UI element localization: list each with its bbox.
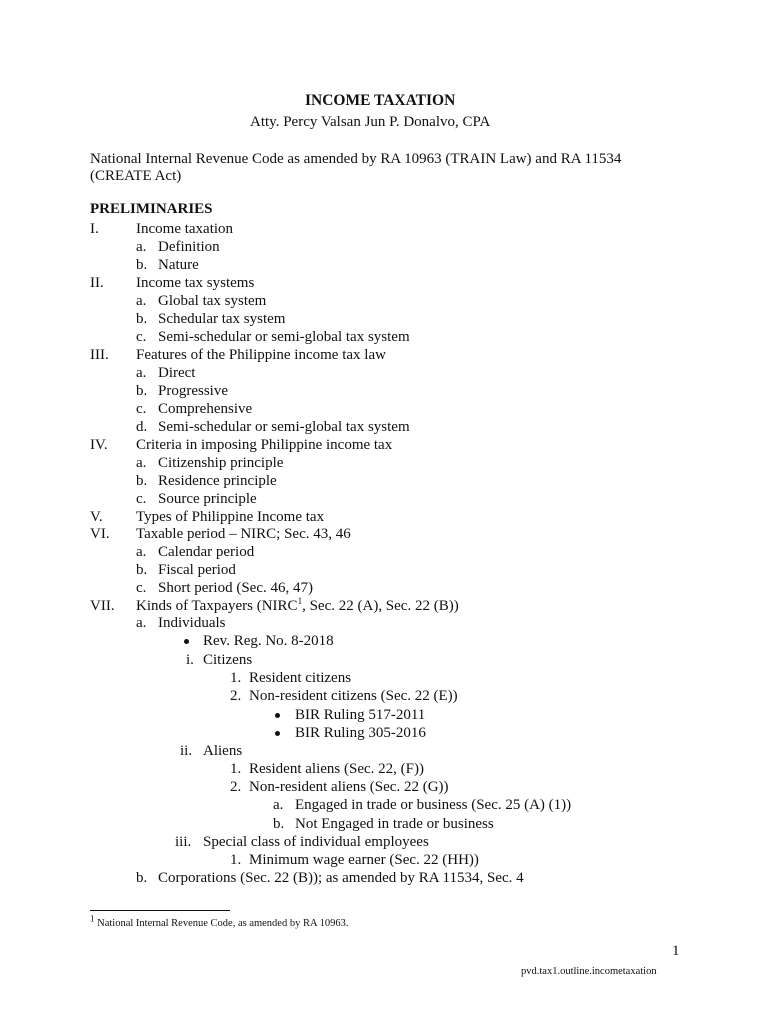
outline-number: b. [136,870,148,886]
bullet-item: BIR Ruling 517-2011 [295,707,426,723]
outline-item: Non-resident aliens (Sec. 22 (G)) [249,779,449,795]
outline-number: c. [136,491,147,507]
outline-number: b. [273,816,285,832]
outline-number: III. [90,347,109,363]
outline-number: 2. [230,688,242,704]
footnote-reference[interactable]: 1 [297,596,303,606]
outline-item: Types of Philippine Income tax [136,509,325,525]
bullet-icon [184,639,189,644]
outline-item: Global tax system [158,293,267,309]
outline-item: Calendar period [158,544,255,560]
outline-item: Special class of individual employees [203,834,429,850]
outline-number: VI. [90,526,110,542]
outline-item: Semi-schedular or semi-global tax system [158,329,410,345]
outline-number: 1. [230,852,242,868]
outline-item: Short period (Sec. 46, 47) [158,580,313,596]
bullet-item: BIR Ruling 305-2016 [295,725,426,741]
outline-item: Taxable period – NIRC; Sec. 43, 46 [136,526,351,542]
outline-item-with-footnote [136,597,459,615]
bullet-item: Rev. Reg. No. 8-2018 [203,633,334,649]
intro-line-2: (CREATE Act) [90,168,182,184]
outline-number: b. [136,311,148,327]
outline-item: Non-resident citizens (Sec. 22 (E)) [249,688,458,704]
outline-number: b. [136,383,148,399]
outline-number: I. [90,221,99,237]
outline-item: Minimum wage earner (Sec. 22 (HH)) [249,852,479,868]
footnote-text: National Internal Revenue Code, as amended by RA 10963. [97,918,349,929]
outline-item: Individuals [158,615,226,631]
outline-item-text: Kinds of Taxpayers (NIRC [136,598,298,614]
outline-number: b. [136,562,148,578]
outline-number: a. [136,239,147,255]
section-heading: PRELIMINARIES [90,201,213,217]
outline-item: Direct [158,365,196,381]
outline-item: Engaged in trade or business (Sec. 25 (A) (1)) [295,797,572,813]
outline-item-text: , Sec. 22 (A), Sec. 22 (B)) [302,598,459,614]
outline-number: c. [136,329,147,345]
document-title: INCOME TAXATION [305,92,456,109]
outline-number: a. [273,797,284,813]
outline-item: Resident aliens (Sec. 22, (F)) [249,761,424,777]
footnote-mark: 1 [90,913,95,924]
outline-number: iii. [175,834,192,850]
outline-item: Residence principle [158,473,277,489]
outline-item: Definition [158,239,220,255]
author-line: Atty. Percy Valsan Jun P. Donalvo, CPA [250,114,491,130]
outline-number: 1. [230,670,242,686]
bullet-icon [275,731,280,736]
outline-item: Comprehensive [158,401,253,417]
outline-number: a. [136,455,147,471]
outline-number: a. [136,544,147,560]
outline-item: Progressive [158,383,228,399]
outline-item: Aliens [203,743,243,759]
outline-number: c. [136,401,147,417]
outline-item: Citizenship principle [158,455,284,471]
outline-number: II. [90,275,104,291]
intro-line-1: National Internal Revenue Code as amended by RA 10963 (TRAIN Law) and RA 11534 [90,151,622,167]
outline-item: Features of the Philippine income tax law [136,347,386,363]
bullet-icon [275,713,280,718]
outline-number: b. [136,473,148,489]
outline-item: Source principle [158,491,257,507]
outline-number: i. [186,652,194,668]
outline-item: Semi-schedular or semi-global tax system [158,419,410,435]
footnote-separator [90,910,230,911]
outline-number: V. [90,509,103,525]
outline-number: a. [136,365,147,381]
outline-item: Income tax systems [136,275,255,291]
outline-item: Nature [158,257,199,273]
outline-item: Criteria in imposing Philippine income tax [136,437,393,453]
outline-item: Schedular tax system [158,311,286,327]
footnote [90,913,349,930]
outline-number: IV. [90,437,108,453]
footer-filename: pvd.tax1.outline.incometaxation [521,966,657,977]
outline-item: Not Engaged in trade or business [295,816,494,832]
outline-item: Resident citizens [249,670,352,686]
outline-number: c. [136,580,147,596]
outline-number: VII. [90,598,115,614]
outline-number: d. [136,419,148,435]
outline-item: Corporations (Sec. 22 (B)); as amended by RA 11534, Sec. 4 [158,870,524,886]
page-number: 1 [672,943,680,959]
outline-number: ii. [180,743,193,759]
outline-item: Income taxation [136,221,234,237]
outline-item: Citizens [203,652,253,668]
outline-number: 1. [230,761,242,777]
outline-number: a. [136,293,147,309]
outline-number: b. [136,257,148,273]
outline-item: Fiscal period [158,562,236,578]
outline-number: 2. [230,779,242,795]
outline-number: a. [136,615,147,631]
